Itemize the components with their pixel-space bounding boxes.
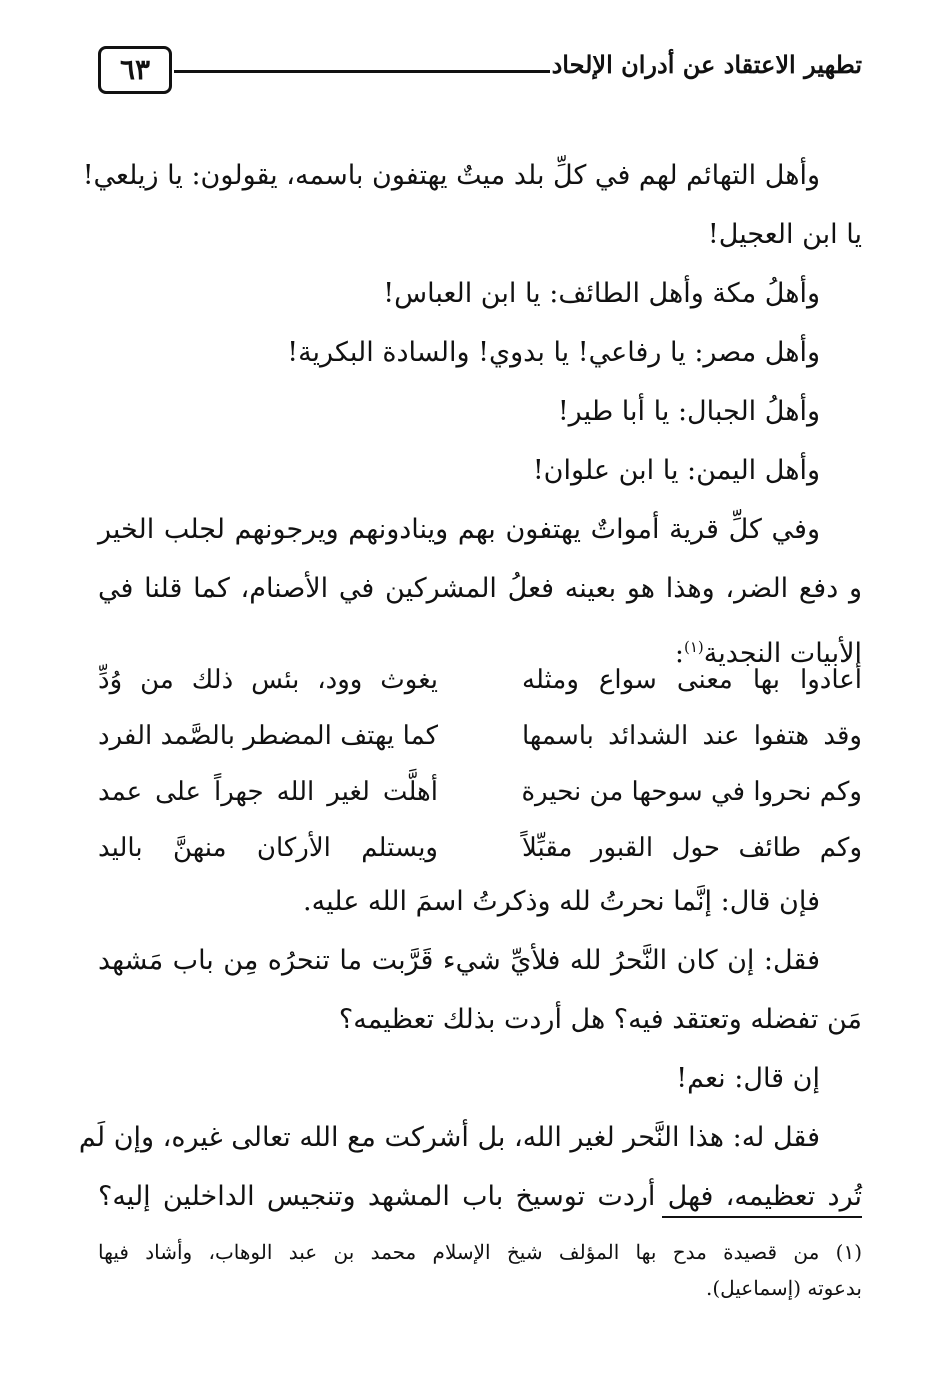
verse-first-hemistich: وكم نحروا في سوحها من نحيرة: [521, 777, 862, 807]
footnote-rule: [662, 1216, 862, 1218]
dialogue-line: مَن تفضله وتعتقد فيه؟ هل أردت بذلك تعظيمه؟: [338, 1004, 862, 1035]
paragraph-line: وفي كلِّ قرية أمواتٌ يهتفون بهم وينادونهم ويرجونهم لجلب الخير: [98, 514, 820, 545]
page-header: [98, 46, 862, 102]
verse-first-hemistich: أعادوا بها معنى سواع ومثله: [522, 665, 862, 695]
footnote-line: (١) من قصيدة مدح بها المؤلف شيخ الإسلام محمد بن عبد الوهاب، وأشاد فيها: [98, 1240, 862, 1264]
verse-second-hemistich: يغوث وود، بئس ذلك من وُدِّ: [98, 665, 438, 695]
poem-verse: [98, 652, 862, 708]
paragraph-line: وأهلُ الجبال: يا أبا طير!: [557, 396, 820, 427]
footnote: [98, 1234, 862, 1306]
dialogue-text: [78, 872, 862, 1226]
dialogue-line: تُرد تعظيمه، فهل أردت توسيخ باب المشهد وتنجيس الداخلين إليه؟: [98, 1181, 862, 1212]
paragraph-line: وأهل اليمن: يا ابن علوان!: [532, 455, 820, 486]
header-rule: [174, 70, 550, 73]
body-text: [82, 146, 862, 683]
paragraph-line: و دفع الضر، وهذا هو بعينه فعلُ المشركين في الأصنام، كما قلنا في: [98, 573, 862, 604]
paragraph-line: يا ابن العجيل!: [707, 219, 862, 250]
page-number: ٦٣: [98, 46, 172, 94]
footnote-line: بدعوته (إسماعيل).: [705, 1276, 862, 1300]
dialogue-line: فإن قال: إنَّما نحرتُ لله وذكرتُ اسمَ الله عليه.: [303, 886, 820, 917]
paragraph-line: وأهل التهائم لهم في كلِّ بلد ميتٌ يهتفون باسمه، يقولون: يا زيلعي!: [82, 160, 820, 191]
verse-second-hemistich: ويستلم الأركان منهنَّ باليد: [98, 833, 438, 863]
verse-second-hemistich: كما يهتف المضطر بالصَّمد الفرد: [98, 721, 438, 751]
paragraph-line: وأهلُ مكة وأهل الطائف: يا ابن العباس!: [383, 278, 820, 309]
dialogue-line: فقل: إن كان النَّحرُ لله فلأيِّ شيء قَرَّبت ما تنحرُه مِن باب مَشهد: [98, 945, 820, 976]
poem: [98, 652, 862, 876]
verse-first-hemistich: وكم طائف حول القبور مقبِّلاً: [522, 833, 862, 863]
paragraph-text: الأبيات النجدية: [703, 638, 862, 669]
verse-second-hemistich: أهلَّت لغير الله جهراً على عمد: [98, 777, 438, 807]
verse-first-hemistich: وقد هتفوا عند الشدائد باسمها: [522, 721, 862, 751]
paragraph-line: وأهل مصر: يا رفاعي! يا بدوي! والسادة البكرية!: [287, 337, 820, 368]
dialogue-line: فقل له: هذا النَّحر لغير الله، بل أشركت مع الله تعالى غيره، وإن لَم: [78, 1122, 820, 1153]
running-title: تطهير الاعتقاد عن أدران الإلحاد: [551, 50, 862, 79]
dialogue-line: إن قال: نعم!: [676, 1063, 820, 1094]
colon: :: [674, 638, 684, 669]
poem-verse: [98, 708, 862, 764]
poem-verse: [98, 764, 862, 820]
footnote-ref: (١): [683, 638, 704, 656]
poem-verse: [98, 820, 862, 876]
